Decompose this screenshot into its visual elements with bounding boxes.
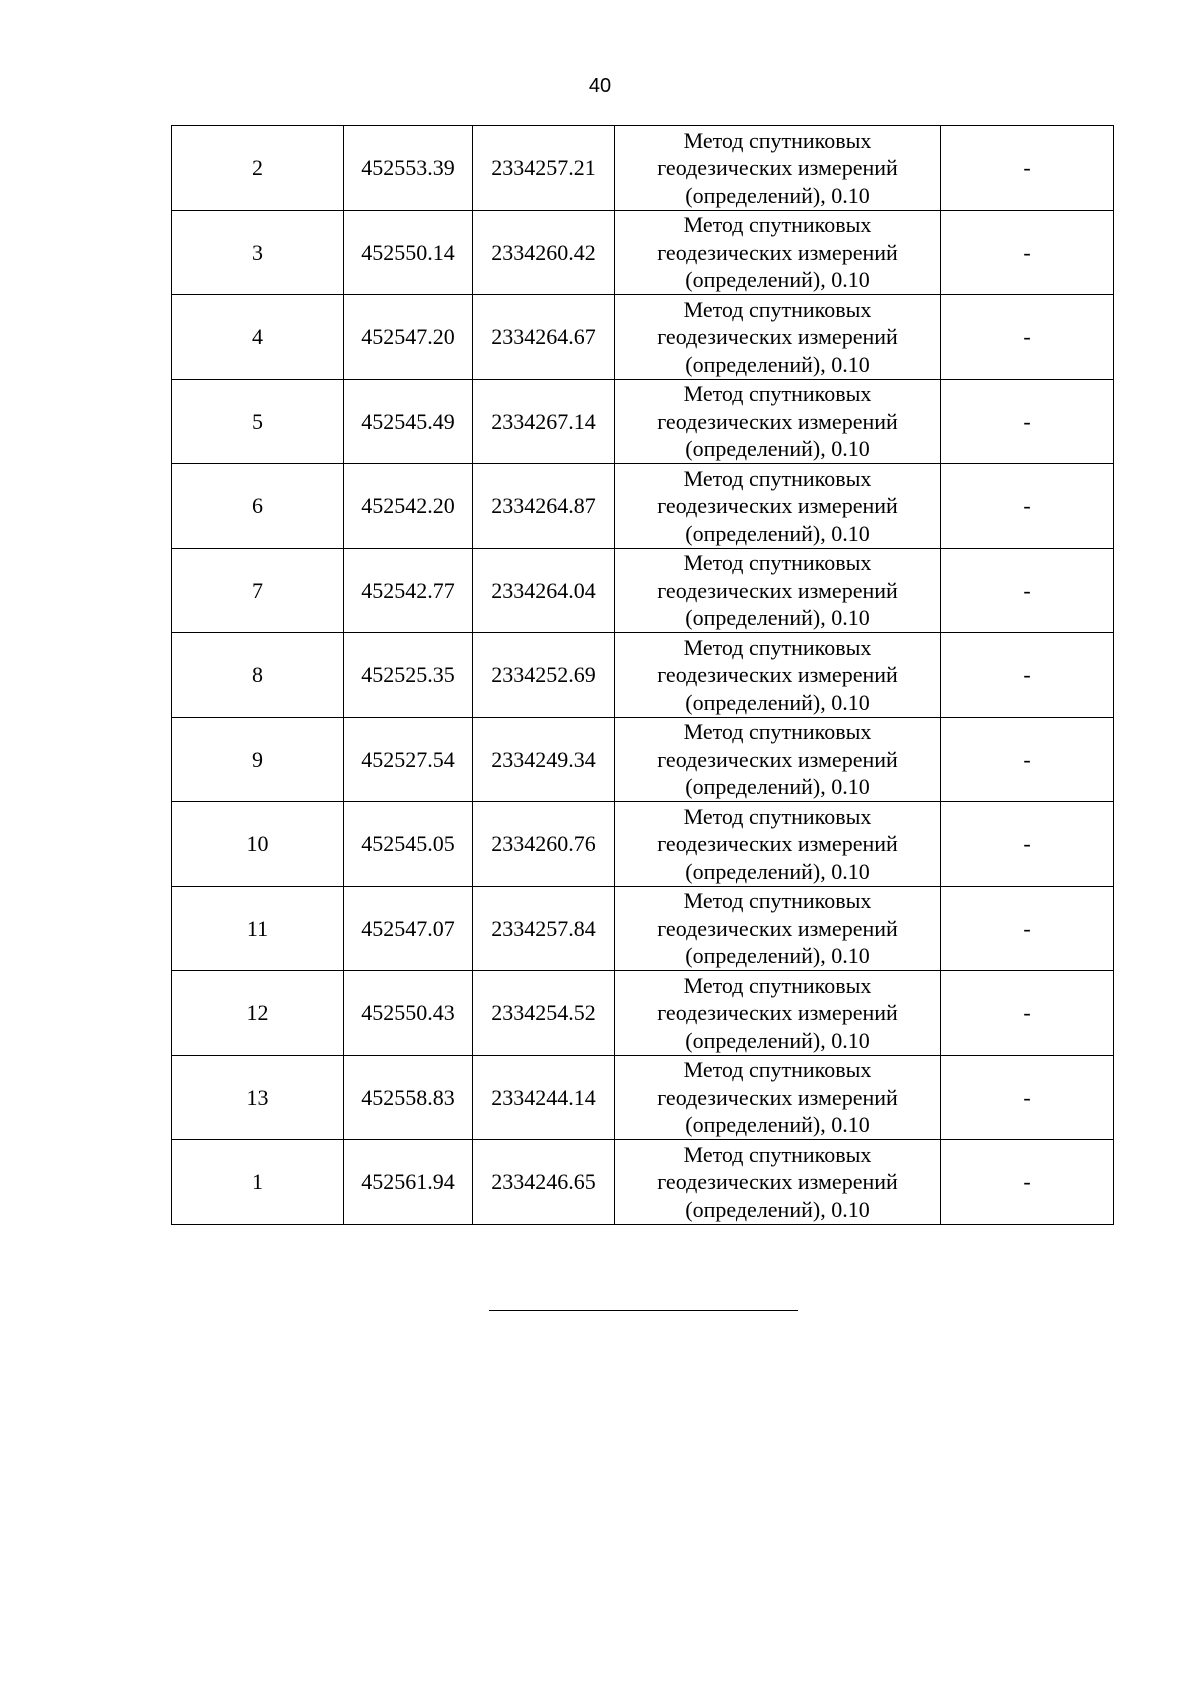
method-line: Метод спутниковых xyxy=(683,1057,872,1082)
note-cell: - xyxy=(941,1055,1114,1140)
method-line: геодезических измерений xyxy=(657,408,898,434)
method-line: (определений), 0.10 xyxy=(685,605,870,630)
method-cell xyxy=(615,464,941,549)
table-row xyxy=(172,971,1114,1056)
method-line: геодезических измерений xyxy=(657,1000,898,1025)
method-line: Метод спутниковых xyxy=(683,888,872,913)
point-number-cell: 3 xyxy=(172,210,344,295)
method-line: Метод спутниковых xyxy=(683,1141,872,1167)
method-cell xyxy=(615,295,941,380)
point-number-cell: 5 xyxy=(172,379,344,464)
method-line: Метод спутниковых xyxy=(683,634,872,660)
note-cell: - xyxy=(941,1140,1114,1225)
point-number-cell: 1 xyxy=(172,1140,344,1225)
x-coordinate-cell: 452545.05 xyxy=(344,802,473,887)
method-line: геодезических измерений xyxy=(657,239,898,265)
point-number-cell: 8 xyxy=(172,633,344,718)
x-coordinate-cell: 452553.39 xyxy=(344,126,473,211)
method-cell xyxy=(615,971,941,1056)
method-line: Метод спутниковых xyxy=(683,296,872,322)
y-coordinate-cell: 2334257.21 xyxy=(473,126,615,211)
y-coordinate-cell: 2334257.84 xyxy=(473,886,615,971)
method-line: геодезических измерений xyxy=(657,915,898,941)
method-line: геодезических измерений xyxy=(657,155,898,180)
method-line: Метод спутниковых xyxy=(683,803,872,829)
method-line: Метод спутниковых xyxy=(683,212,872,237)
y-coordinate-cell: 2334260.76 xyxy=(473,802,615,887)
method-cell xyxy=(615,1055,941,1140)
method-line: Метод спутниковых xyxy=(683,381,872,406)
point-number-cell: 7 xyxy=(172,548,344,633)
method-line: геодезических измерений xyxy=(657,746,898,772)
method-line: (определений), 0.10 xyxy=(685,1027,870,1053)
table-row xyxy=(172,1140,1114,1225)
method-line: Метод спутниковых xyxy=(683,465,872,491)
x-coordinate-cell: 452542.20 xyxy=(344,464,473,549)
point-number-cell: 13 xyxy=(172,1055,344,1140)
method-line: (определений), 0.10 xyxy=(685,774,870,799)
note-cell: - xyxy=(941,295,1114,380)
point-number-cell: 6 xyxy=(172,464,344,549)
y-coordinate-cell: 2334246.65 xyxy=(473,1140,615,1225)
x-coordinate-cell: 452547.20 xyxy=(344,295,473,380)
table-row xyxy=(172,1055,1114,1140)
point-number-cell: 10 xyxy=(172,802,344,887)
note-cell: - xyxy=(941,210,1114,295)
page-number: 40 xyxy=(588,75,612,97)
method-line: геодезических измерений xyxy=(657,1084,898,1110)
x-coordinate-cell: 452547.07 xyxy=(344,886,473,971)
y-coordinate-cell: 2334267.14 xyxy=(473,379,615,464)
table-row xyxy=(172,802,1114,887)
y-coordinate-cell: 2334249.34 xyxy=(473,717,615,802)
method-cell xyxy=(615,210,941,295)
method-line: Метод спутниковых xyxy=(683,550,872,575)
method-cell xyxy=(615,633,941,718)
method-line: (определений), 0.10 xyxy=(685,520,870,546)
method-line: Метод спутниковых xyxy=(683,719,872,744)
table-row xyxy=(172,126,1114,211)
method-cell xyxy=(615,886,941,971)
method-line: геодезических измерений xyxy=(657,1169,898,1194)
x-coordinate-cell: 452561.94 xyxy=(344,1140,473,1225)
y-coordinate-cell: 2334254.52 xyxy=(473,971,615,1056)
note-cell: - xyxy=(941,126,1114,211)
x-coordinate-cell: 452550.43 xyxy=(344,971,473,1056)
method-line: геодезических измерений xyxy=(657,577,898,603)
method-cell xyxy=(615,1140,941,1225)
note-cell: - xyxy=(941,379,1114,464)
method-line: (определений), 0.10 xyxy=(685,858,870,884)
table-row xyxy=(172,210,1114,295)
method-line: (определений), 0.10 xyxy=(685,1112,870,1137)
method-line: Метод спутниковых xyxy=(683,127,872,153)
note-cell: - xyxy=(941,717,1114,802)
table-row xyxy=(172,295,1114,380)
method-cell xyxy=(615,126,941,211)
point-number-cell: 11 xyxy=(172,886,344,971)
coordinates-table-body xyxy=(172,126,1114,1225)
method-line: (определений), 0.10 xyxy=(685,182,870,208)
method-cell xyxy=(615,548,941,633)
note-cell: - xyxy=(941,548,1114,633)
x-coordinate-cell: 452550.14 xyxy=(344,210,473,295)
method-line: (определений), 0.10 xyxy=(685,267,870,292)
x-coordinate-cell: 452527.54 xyxy=(344,717,473,802)
point-number-cell: 12 xyxy=(172,971,344,1056)
table-row xyxy=(172,633,1114,718)
y-coordinate-cell: 2334264.04 xyxy=(473,548,615,633)
method-cell xyxy=(615,717,941,802)
method-line: (определений), 0.10 xyxy=(685,436,870,461)
method-line: (определений), 0.10 xyxy=(685,1196,870,1222)
method-cell xyxy=(615,379,941,464)
method-cell xyxy=(615,802,941,887)
x-coordinate-cell: 452542.77 xyxy=(344,548,473,633)
table-row xyxy=(172,548,1114,633)
note-cell: - xyxy=(941,802,1114,887)
method-line: геодезических измерений xyxy=(657,662,898,687)
method-line: геодезических измерений xyxy=(657,493,898,518)
note-cell: - xyxy=(941,886,1114,971)
point-number-cell: 2 xyxy=(172,126,344,211)
y-coordinate-cell: 2334244.14 xyxy=(473,1055,615,1140)
note-cell: - xyxy=(941,633,1114,718)
point-number-cell: 4 xyxy=(172,295,344,380)
method-line: Метод спутниковых xyxy=(683,972,872,998)
x-coordinate-cell: 452558.83 xyxy=(344,1055,473,1140)
coordinates-table xyxy=(171,125,1114,1225)
table-row xyxy=(172,886,1114,971)
y-coordinate-cell: 2334252.69 xyxy=(473,633,615,718)
y-coordinate-cell: 2334264.87 xyxy=(473,464,615,549)
x-coordinate-cell: 452525.35 xyxy=(344,633,473,718)
table-row xyxy=(172,464,1114,549)
y-coordinate-cell: 2334264.67 xyxy=(473,295,615,380)
footer-divider-line xyxy=(489,1310,798,1311)
table-row xyxy=(172,379,1114,464)
method-line: (определений), 0.10 xyxy=(685,351,870,377)
x-coordinate-cell: 452545.49 xyxy=(344,379,473,464)
table-row xyxy=(172,717,1114,802)
method-line: (определений), 0.10 xyxy=(685,943,870,968)
method-line: геодезических измерений xyxy=(657,831,898,856)
method-line: геодезических измерений xyxy=(657,324,898,349)
note-cell: - xyxy=(941,464,1114,549)
y-coordinate-cell: 2334260.42 xyxy=(473,210,615,295)
note-cell: - xyxy=(941,971,1114,1056)
point-number-cell: 9 xyxy=(172,717,344,802)
method-line: (определений), 0.10 xyxy=(685,689,870,715)
